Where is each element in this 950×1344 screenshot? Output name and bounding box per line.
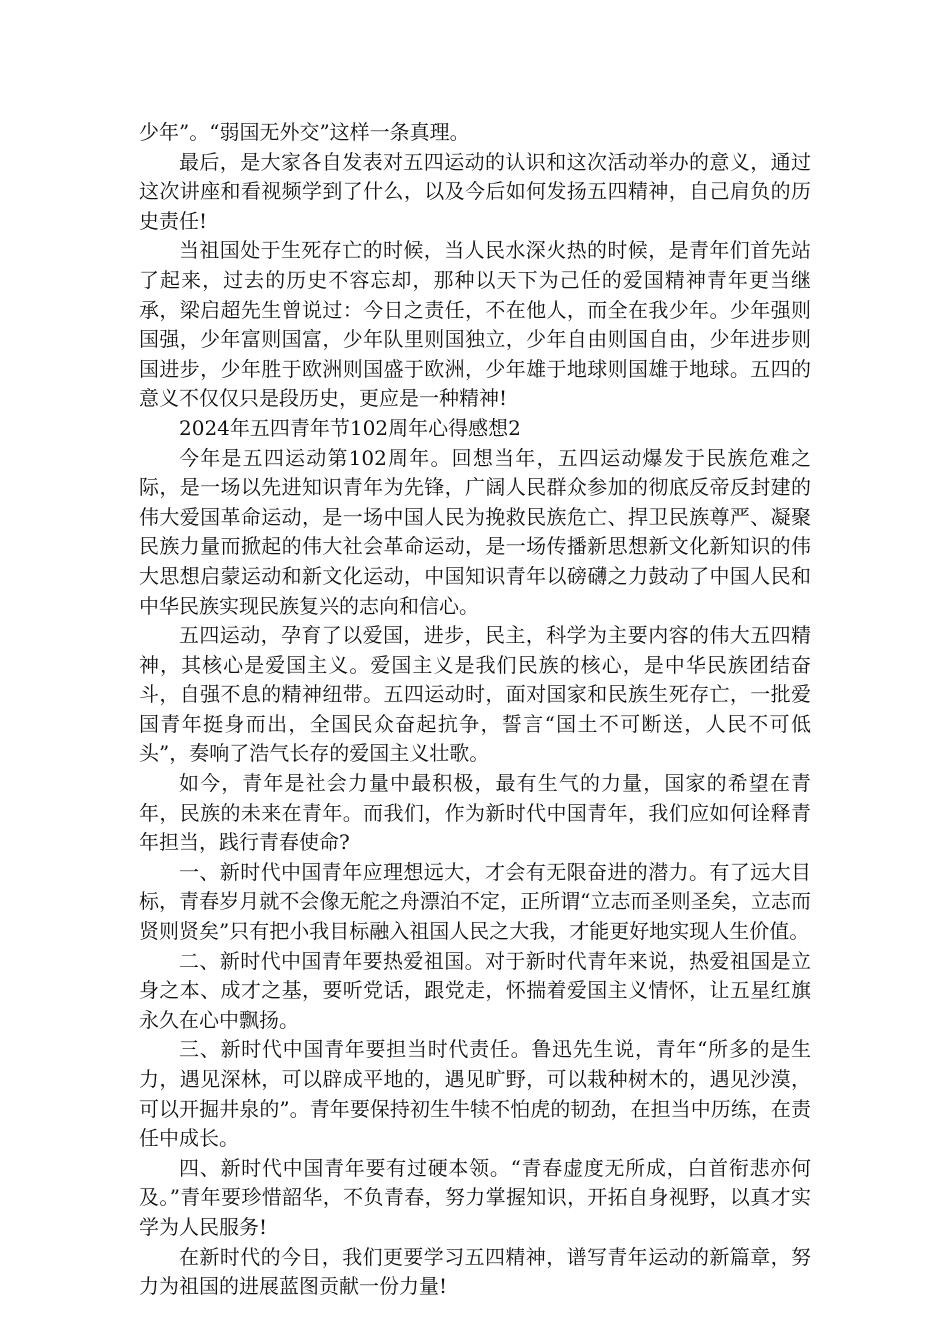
paragraph-point-one: 一、新时代中国青年应理想远大，才会有无限奋进的潜力。有了远大目标，青春岁月就不会像无舵之舟漂泊不定，正所谓“立志而圣则圣矣，立志而贤则贤矣”只有把小我目标融入祖国人民之大我，才能更好地实现人生价值。	[139, 859, 811, 944]
paragraph-youth-today: 如今，青年是社会力量中最积极，最有生气的力量，国家的希望在青年，民族的未来在青年。而我们，作为新时代中国青年，我们应如何诠释青年担当，践行青春使命?	[139, 771, 811, 855]
paragraph-point-two: 二、新时代中国青年要热爱祖国。对于新时代青年来说，热爱祖国是立身之本、成才之基，要听党话，跟党走，怀揣着爱国主义情怀，让五星红旗永久在心中飘扬。	[139, 948, 811, 1032]
paragraph-conclusion: 在新时代的今日，我们更要学习五四精神，谱写青年运动的新篇章，努力为祖国的进展蓝图贡献一份力量!	[139, 1244, 811, 1299]
paragraph-point-three: 三、新时代中国青年要担当时代责任。鲁迅先生说，青年“所多的是生力，遇见深林，可以辟成平地的，遇见旷野，可以栽种树木的，遇见沙漠，可以开掘井泉的”。青年要保持初生牛犊不怕虎的韧劲，在担当中历练，在责任中成长。	[139, 1037, 811, 1151]
section-title: 2024年五四青年节102周年心得感想2	[179, 415, 521, 440]
document-page	[139, 118, 811, 1302]
paragraph-youth-spirit: 当祖国处于生死存亡的时候，当人民水深火热的时候，是青年们首先站了起来，过去的历史不容忘却，那种以天下为己任的爱国精神青年更当继承，梁启超先生曾说过：今日之责任，不在他人，而全在我少年。少年强则国强，少年富则国富，少年队里则国独立，少年自由则国自由，少年进步则国进步，少年胜于欧洲则国盛于欧洲，少年雄于地球则国雄于地球。五四的意义不仅仅只是段历史，更应是一种精神!	[139, 238, 811, 411]
paragraph-may-fourth-spirit: 五四运动，孕育了以爱国，进步，民主，科学为主要内容的伟大五四精神，其核心是爱国主义。爱国主义是我们民族的核心，是中华民族团结奋斗，自强不息的精神纽带。五四运动时，面对国家和民族生死存亡，一批爱国青年挺身而出，全国民众奋起抗争，誓言“国土不可断送，人民不可低头”，奏响了浩气长存的爱国主义壮歌。	[139, 623, 811, 766]
paragraph-point-four: 四、新时代中国青年要有过硬本领。“青春虚度无所成，白首衔悲亦何及。”青年要珍惜韶华，不负青春，努力掌握知识，开拓自身视野，以真才实学为人民服务!	[139, 1155, 811, 1239]
paragraph-closing-activity: 最后，是大家各自发表对五四运动的认识和这次活动举办的意义，通过这次讲座和看视频学到了什么，以及今后如何发扬五四精神，自己肩负的历史责任!	[139, 149, 811, 233]
paragraph-anniversary: 今年是五四运动第102周年。回想当年，五四运动爆发于民族危难之际，是一场以先进知识青年为先锋，广阔人民群众参加的彻底反帝反封建的伟大爱国革命运动，是一场中国人民为挽救民族危亡、捍卫民族尊严、凝聚民族力量而掀起的伟大社会革命运动，是一场传播新思想新文化新知识的伟大思想启蒙运动和新文化运动，中国知识青年以磅礴之力鼓动了中国人民和中华民族实现民族复兴的志向和信心。	[139, 445, 811, 618]
paragraph-continuation: 少年”。“弱国无外交”这样一条真理。	[139, 120, 470, 144]
